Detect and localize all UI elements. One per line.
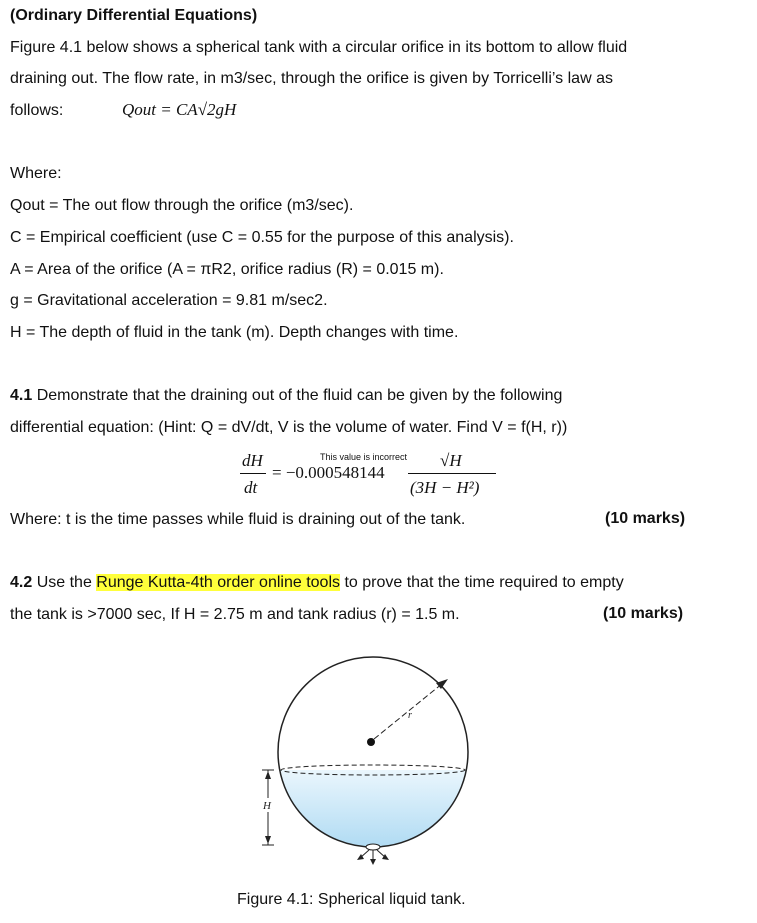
definition-h: H = The depth of fluid in the tank (m). Depth changes with time.	[10, 324, 459, 341]
incorrect-value-note: This value is incorrect	[320, 452, 408, 462]
question-4-1-line-2: differential equation: (Hint: Q = dV/dt, V is the volume of water. Find V = f(H, r))	[10, 419, 568, 436]
question-4-1-text: Demonstrate that the draining out of the fluid can be given by the following	[32, 387, 563, 404]
sphere-center	[367, 738, 375, 746]
orifice	[366, 844, 380, 850]
depth-label: H	[263, 800, 271, 812]
intro-line-3: follows:	[10, 102, 64, 119]
question-4-1-line-1	[10, 386, 562, 406]
question-4-1-where: Where: t is the time passes while fluid is draining out of the tank.	[10, 511, 466, 528]
question-4-1-marks: (10 marks)	[605, 510, 686, 527]
eq-lhs-denominator: dt	[244, 478, 258, 497]
eq-coefficient: = −0.000548144	[272, 463, 385, 482]
eq-rhs-fraction-bar	[408, 473, 496, 474]
definition-c: C = Empirical coefficient (use C = 0.55 for the purpose of this analysis).	[10, 229, 514, 246]
eq-rhs-numerator: √H	[440, 451, 462, 470]
question-4-2-marks: (10 marks)	[603, 605, 684, 622]
highlighted-tool-name: Runge Kutta-4th order online tools	[96, 574, 340, 591]
figure-caption: Figure 4.1: Spherical liquid tank.	[237, 891, 466, 908]
question-4-2-pre: Use the	[32, 574, 97, 591]
depth-arrow-up	[265, 771, 271, 779]
spherical-tank-figure	[250, 640, 490, 880]
question-4-2-post: to prove that the time required to empty	[340, 574, 624, 591]
eq-lhs-fraction-bar	[240, 473, 266, 474]
eq-lhs-numerator: dH	[242, 451, 263, 470]
radius-label: r	[408, 710, 412, 721]
eq-rhs-denominator: (3H − H²)	[410, 478, 480, 497]
definition-a: A = Area of the orifice (A = πR2, orifice radius (R) = 0.015 m).	[10, 261, 444, 278]
torricelli-formula: Qout = CA√2gH	[122, 100, 237, 119]
question-4-2-line-2: the tank is >7000 sec, If H = 2.75 m and tank radius (r) = 1.5 m.	[10, 606, 460, 623]
intro-line-2: draining out. The flow rate, in m3/sec, through the orifice is given by Torricelli’s law as	[10, 70, 613, 87]
depth-arrow-down	[265, 836, 271, 844]
section-heading: (Ordinary Differential Equations)	[10, 7, 258, 24]
definition-qout: Qout = The out flow through the orifice (m3/sec).	[10, 197, 354, 214]
intro-line-1: Figure 4.1 below shows a spherical tank with a circular orifice in its bottom to allow fluid	[10, 39, 628, 56]
definition-g: g = Gravitational acceleration = 9.81 m/sec2.	[10, 292, 328, 309]
where-label: Where:	[10, 165, 62, 182]
question-4-2-line-1	[10, 573, 624, 593]
question-4-1-number: 4.1	[10, 387, 33, 404]
question-4-2-number: 4.2	[10, 574, 33, 591]
water-body	[270, 770, 480, 870]
